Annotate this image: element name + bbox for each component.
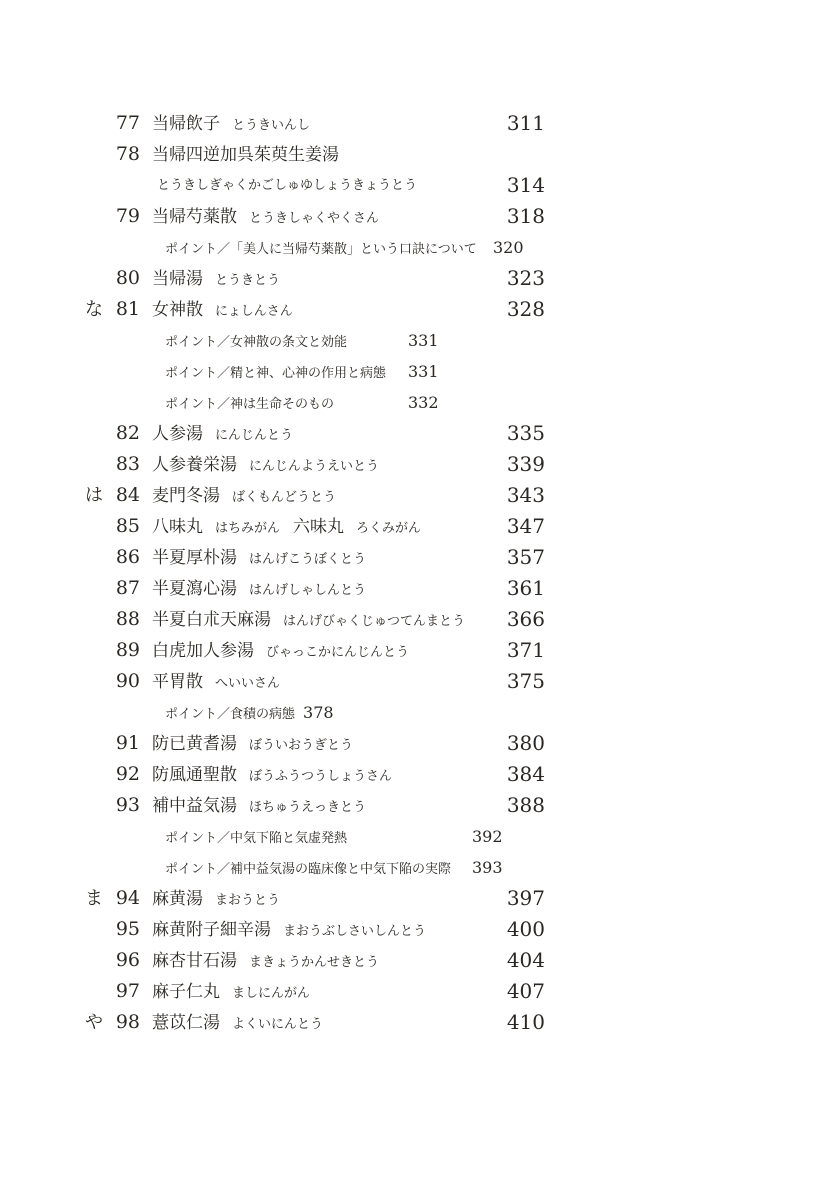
entry-title: 麻子仁丸 [152,982,220,1002]
entry-number: 78 [115,143,140,165]
entry-page-number: 380 [506,731,545,755]
entry-title: 人参養栄湯 [152,455,237,475]
point-main [165,232,524,265]
entry-title: 麻杏甘石湯 [152,951,237,971]
entry-title: 半夏厚朴湯 [152,548,237,568]
entry-number: 94 [115,887,140,909]
entry-page-number: 343 [506,483,545,507]
toc-entry [0,914,830,945]
entry-title: 当帰湯 [152,269,203,289]
point-page-number: 331 [408,362,439,381]
entry-page-number: 339 [506,452,545,476]
entry-title: 麦門冬湯 [152,486,220,506]
entry-page-number: 400 [506,917,545,941]
toc-list [0,108,830,1038]
point-main [165,821,503,854]
toc-entry [0,790,830,821]
point-page-number: 392 [472,827,503,846]
entry-number: 84 [115,484,140,506]
point-main [165,356,439,389]
toc-entry [0,759,830,790]
entry-number: 93 [115,794,140,816]
entry-number: 85 [115,515,140,537]
entry-main [152,1007,323,1040]
point-main [165,697,334,730]
entry-title: 麻黄附子細辛湯 [152,920,271,940]
toc-point-row [0,852,830,883]
entry-page-number: 328 [506,297,545,321]
point-text: ポイント／補中益気湯の臨床像と中気下陥の実際 [165,862,452,877]
entry-title: 防風通聖散 [152,765,237,785]
kana-group-label: な [85,299,103,320]
toc-entry [0,945,830,976]
point-text: ポイント／中気下陥と気虚発熱 [165,831,348,846]
entry-reading: ぼういおうぎとう [249,738,354,753]
kana-group-label: や [85,1012,103,1033]
entry-title: 半夏瀉心湯 [152,579,237,599]
entry-page-number: 375 [506,669,545,693]
entry-page-number: 410 [506,1010,545,1034]
entry-page-number: 397 [506,886,545,910]
toc-point-row [0,697,830,728]
entry-number: 96 [115,949,140,971]
entry-title: 平胃散 [152,672,203,692]
toc-entry [0,573,830,604]
entry-reading: びゃっこかにんじんとう [266,645,410,660]
toc-entry [0,139,830,170]
entry-reading: とうきしゃくやくさん [249,211,380,226]
entry-main [152,294,293,327]
point-page-number: 332 [408,393,439,412]
entry-page-number: 335 [506,421,545,445]
entry-main [152,635,409,668]
entry-title: 人参湯 [152,424,203,444]
toc-reading-row [0,170,830,201]
entry-number: 77 [115,112,140,134]
point-page-number: 378 [303,703,334,722]
entry-main [152,976,310,1009]
entry-number: 81 [115,298,140,320]
entry-main [152,790,366,823]
entry-number: 88 [115,608,140,630]
entry-number: 97 [115,980,140,1002]
kana-group-label: は [85,485,103,506]
toc-entry [0,511,830,542]
entry-number: 86 [115,546,140,568]
toc-point-row [0,232,830,263]
entry-page-number: 314 [506,173,545,197]
entry-page-number: 311 [506,111,545,135]
point-main [165,852,503,885]
entry-main [152,542,366,575]
entry-reading: にんじんとう [215,428,294,443]
entry-page-number: 388 [506,793,545,817]
entry-page-number: 323 [506,266,545,290]
entry-title: 当帰芍薬散 [152,207,237,227]
point-main [165,387,439,420]
point-text: ポイント／食積の病態 [165,707,296,722]
point-text: ポイント／女神散の条文と効能 [165,335,348,350]
entry-reading: はんげびゃくじゅつてんまとう [283,614,466,629]
entry-number: 90 [115,670,140,692]
entry-number: 80 [115,267,140,289]
toc-entry [0,604,830,635]
point-text: ポイント／神は生命そのもの [165,397,335,412]
entry-page-number: 361 [506,576,545,600]
entry-page-number: 371 [506,638,545,662]
entry-main [152,914,426,947]
entry-main [152,604,465,637]
entry-main [152,945,379,978]
entry-reading: ましにんがん [232,986,311,1001]
entry-number: 92 [115,763,140,785]
entry-reading: ばくもんどうとう [232,490,337,505]
entry-reading: まおうぶしさいしんとう [283,924,427,939]
entry-title: 麻黄湯 [152,889,203,909]
entry-main [152,759,392,792]
entry-number: 83 [115,453,140,475]
entry-reading: にょしんさん [215,304,293,319]
entry-title: 八味丸 [152,517,203,537]
entry-number: 87 [115,577,140,599]
entry-reading-continuation: とうきしぎゃくかごしゅゆしょうきょうとう [157,178,418,193]
entry-reading: にんじんようえいとう [249,459,380,474]
entry-main [152,480,336,513]
entry-reading: まきょうかんせきとう [249,955,380,970]
toc-entry [0,635,830,666]
entry-title-secondary: 六味丸 [293,517,345,537]
toc-point-row [0,356,830,387]
entry-number: 89 [115,639,140,661]
toc-entry [0,728,830,759]
entry-page-number: 384 [506,762,545,786]
entry-main [152,263,280,296]
entry-main [152,108,310,141]
point-main [165,325,439,358]
toc-entry [0,449,830,480]
entry-page-number: 347 [506,514,545,538]
entry-title: 補中益気湯 [152,796,237,816]
entry-reading: ほちゅうえっきとう [249,800,367,815]
entry-page-number: 404 [506,948,545,972]
entry-title: 当帰飲子 [152,114,220,134]
toc-entry [0,1007,830,1038]
entry-title: 白虎加人参湯 [152,641,254,661]
entry-title: 当帰四逆加呉茱萸生姜湯 [152,145,339,165]
entry-reading: ぼうふうつうしょうさん [249,769,393,784]
entry-reading: はんげしゃしんとう [249,583,367,598]
toc-entry [0,976,830,1007]
entry-reading: とうきいんし [232,118,311,133]
toc-point-row [0,821,830,852]
entry-title: 女神散 [152,300,203,320]
entry-page-number: 318 [506,204,545,228]
toc-entry [0,201,830,232]
toc-entry [0,108,830,139]
entry-main [152,883,280,916]
toc-entry [0,263,830,294]
entry-reading: はちみがん [215,521,281,536]
entry-reading-secondary: ろくみがん [356,521,422,536]
toc-point-row [0,325,830,356]
entry-reading: へいいさん [215,676,281,691]
entry-main [152,573,366,606]
entry-reading: はんげこうぼくとう [249,552,367,567]
entry-main [152,201,379,234]
toc-entry [0,294,830,325]
entry-title: 防已黄耆湯 [152,734,237,754]
toc-point-row [0,387,830,418]
toc-entry [0,418,830,449]
entry-number: 82 [115,422,140,444]
entry-main [152,418,293,451]
point-page-number: 331 [408,331,439,350]
entry-number: 79 [115,205,140,227]
entry-page-number: 357 [506,545,545,569]
entry-number: 91 [115,732,140,754]
entry-reading: とうきとう [215,273,281,288]
toc-entry [0,542,830,573]
point-page-number: 393 [472,858,503,877]
point-page-number: 320 [493,238,524,257]
point-text: ポイント／精と神、心神の作用と病態 [165,366,387,381]
entry-page-number: 366 [506,607,545,631]
toc-entry [0,666,830,697]
entry-reading: よくいにんとう [232,1017,324,1032]
entry-reading: まおうとう [215,893,281,908]
entry-page-number: 407 [506,979,545,1003]
entry-main [152,511,421,544]
entry-main [152,666,280,699]
entry-number: 98 [115,1011,140,1033]
point-text: ポイント／「美人に当帰芍薬散」という口訣について [165,242,477,257]
entry-main [152,728,353,761]
entry-title: 半夏白朮天麻湯 [152,610,271,630]
entry-title: 薏苡仁湯 [152,1013,220,1033]
kana-group-label: ま [85,888,103,909]
entry-main [152,449,379,482]
toc-entry [0,883,830,914]
entry-number: 95 [115,918,140,940]
toc-entry [0,480,830,511]
entry-main [152,139,339,171]
